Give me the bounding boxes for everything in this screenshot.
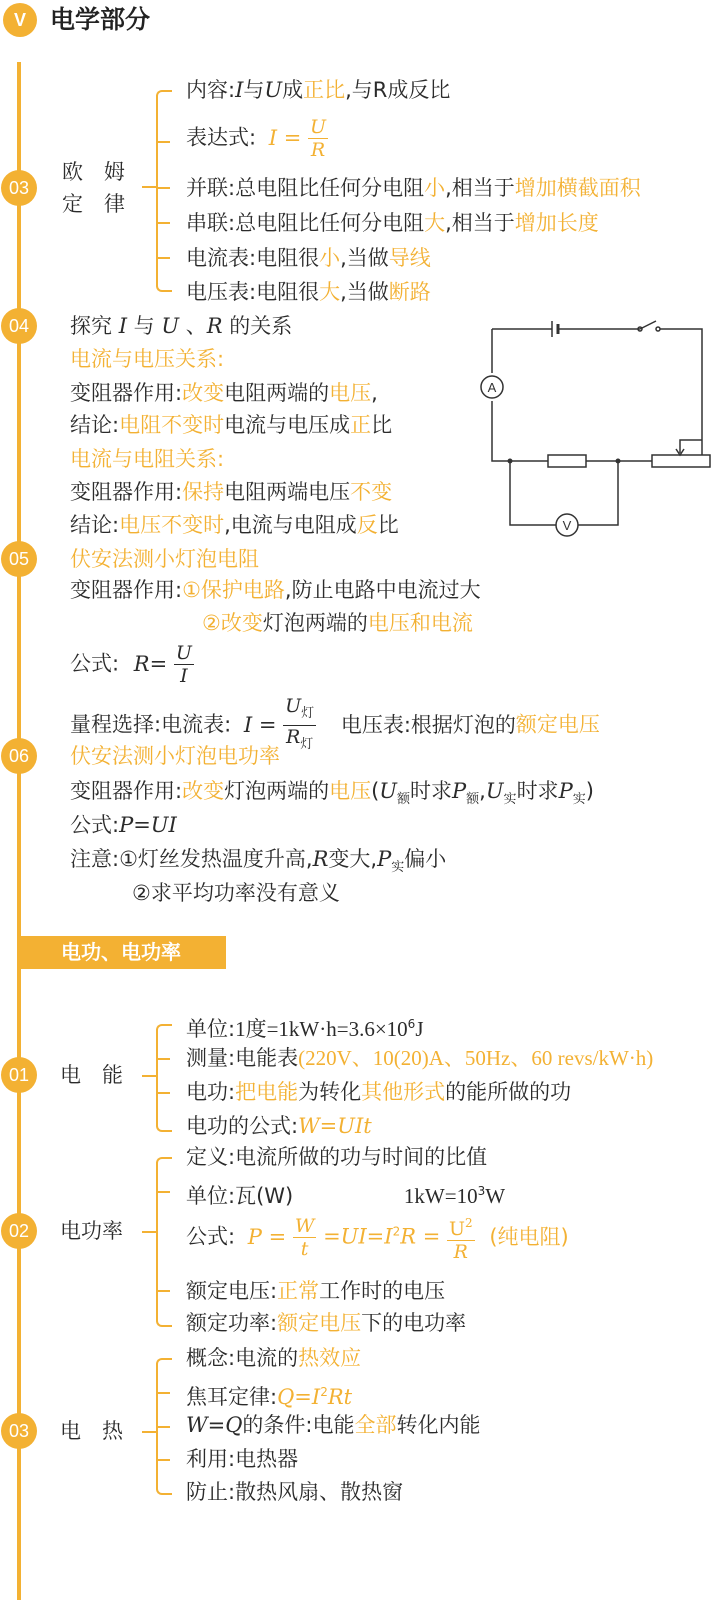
energy-work: 电功:把电能为转化其他形式的能所做的功 — [186, 1080, 572, 1104]
brace-tick — [156, 1191, 170, 1193]
energy-formula: 电功的公式:W=UIt — [186, 1114, 372, 1138]
explore-resistance-role: 变阻器作用:保持电阻两端电压不变 — [70, 480, 393, 504]
power-measure-role: 变阻器作用:改变灯泡两端的电压($U_额$时求$P_额,U_实$时求$P_实$) — [70, 779, 594, 807]
ohm-expression-line: 表达式: I = $\frac{U}{R}$ — [186, 116, 327, 161]
brace-tick — [156, 1392, 170, 1394]
power-definition: 定义:电流所做的功与时间的比值 — [186, 1145, 488, 1169]
brace-connector — [142, 186, 156, 188]
ammeter-icon — [481, 376, 503, 398]
brace-connector — [142, 1431, 156, 1433]
explore-voltage-role: 变阻器作用:改变电阻两端的电压, — [70, 381, 378, 405]
power-formula: 公式: P = $\frac{W}{t}$ $=UI=I^2R$ = $\frac{U^2}{R}$ (纯电阻) — [186, 1212, 569, 1263]
heat-joule-law: 焦耳定律$:Q=I^2Rt$ — [186, 1385, 353, 1409]
voltmeter-icon — [556, 514, 578, 536]
step-badge-03-heat: 03 — [1, 1413, 37, 1449]
fraction-u-lamp-over-r-lamp: $\frac{U_灯}{R_灯}$ — [283, 695, 316, 756]
fraction-u-over-r: $\frac{U}{R}$ — [310, 116, 327, 161]
ohm-series-line: 串联:总电阻比任何分电阻大,相当于增加长度 — [186, 211, 599, 235]
brace-tick — [156, 1426, 170, 1428]
section-banner: 电功、电功率 — [19, 936, 226, 969]
ohm-ammeter-line: 电流表:电阻很小,当做导线 — [186, 246, 431, 270]
topic-heat: 电 热 — [60, 1419, 123, 1443]
brace-tick — [156, 222, 170, 224]
resistance-role-line1: 变阻器作用:①保护电路,防止电路中电流过大 — [70, 578, 481, 602]
fraction-u-over-i: $\frac{U}{I}$ — [175, 642, 192, 687]
brace-energy — [156, 1024, 172, 1132]
power-measure-title: 伏安法测小灯泡电功率 — [70, 744, 280, 768]
topic-energy: 电 能 — [60, 1063, 123, 1087]
circuit-diagram — [480, 315, 720, 545]
step-badge-04: 04 — [1, 308, 37, 344]
brace-connector — [142, 1075, 156, 1077]
svg-text:V: V — [562, 518, 572, 533]
power-unit: 单位:瓦(W) $1kW=10^3W$ — [186, 1184, 506, 1208]
explore-heading-resistance: 电流与电阻关系: — [70, 447, 225, 471]
explore-voltage-conclusion: 结论:电阻不变时电流与电压成正比 — [70, 413, 393, 437]
resistance-range-line: 量程选择:电流表: I = $\frac{U_灯}{R_灯}$ 电压表:根据灯泡的额定电压 — [70, 695, 600, 756]
step-badge-03: 03 — [1, 170, 37, 206]
power-measure-note2: ②求平均功率没有意义 — [132, 881, 340, 905]
resistor-icon — [548, 455, 586, 467]
ohm-content-line: 内容:I与U成正比,与R成反比 — [186, 78, 451, 102]
brace-tick — [156, 141, 170, 143]
fraction-w-over-t: $\frac{W}{t}$ — [294, 1215, 315, 1260]
step-badge-02: 02 — [1, 1213, 37, 1249]
explore-resistance-conclusion: 结论:电压不变时,电流与电阻成反比 — [70, 513, 399, 537]
heat-concept: 概念:电流的热效应 — [186, 1346, 362, 1370]
timeline-spine — [17, 62, 21, 1600]
brace-tick — [156, 1058, 170, 1060]
heat-condition: W=Q的条件:电能全部转化内能 — [186, 1413, 481, 1437]
explore-heading-voltage: 电流与电压关系: — [70, 347, 225, 371]
power-rated-voltage: 额定电压:正常工作时的电压 — [186, 1279, 446, 1303]
heat-use: 利用:电热器 — [186, 1447, 299, 1471]
energy-measure: 测量:电能表(220V、10(20)A、50Hz、60 revs/kW·h) — [186, 1046, 654, 1070]
section-badge: V — [3, 3, 37, 37]
explore-title: 探究 I 与 U 、R 的关系 — [70, 314, 293, 338]
power-measure-formula: 公式:P=UI — [70, 813, 177, 837]
topic-power: 电功率 — [60, 1219, 123, 1243]
topic-ohm-line2: 定 律 — [62, 192, 125, 216]
brace-tick — [156, 257, 170, 259]
power-rated-power: 额定功率:额定电压下的电功率 — [186, 1311, 467, 1335]
heat-prevent: 防止:散热风扇、散热窗 — [186, 1480, 404, 1504]
resistance-title: 伏安法测小灯泡电阻 — [70, 547, 259, 571]
step-badge-06: 06 — [1, 738, 37, 774]
resistance-role-line2: ②改变灯泡两端的电压和电流 — [202, 611, 473, 635]
brace-connector — [142, 1231, 156, 1233]
step-badge-05: 05 — [1, 541, 37, 577]
step-badge-01: 01 — [1, 1057, 37, 1093]
brace-tick — [156, 1459, 170, 1461]
energy-unit: 单位:1度$=1kW\cdot h=3.6\times 10^6J$ — [186, 1017, 424, 1041]
brace-tick — [156, 187, 170, 189]
ohm-parallel-line: 并联:总电阻比任何分电阻小,相当于增加横截面积 — [186, 176, 641, 200]
topic-ohm-line1: 欧 姆 — [62, 160, 125, 184]
ohm-voltmeter-line: 电压表:电阻很大,当做断路 — [186, 280, 431, 304]
svg-text:A: A — [487, 380, 497, 395]
brace-power — [156, 1157, 172, 1327]
page-title: 电学部分 — [50, 5, 151, 34]
resistance-formula: 公式: R= $\frac{U}{I}$ — [70, 642, 192, 687]
brace-tick — [156, 1290, 170, 1292]
brace-tick — [156, 1092, 170, 1094]
fraction-u2-over-r: $\frac{U^2}{R}$ — [448, 1216, 473, 1263]
power-measure-note1: 注意:①灯丝发热温度升高,R变大$,P_实$偏小 — [70, 847, 447, 875]
rheostat-icon — [652, 455, 710, 467]
brace-ohm — [156, 90, 172, 292]
